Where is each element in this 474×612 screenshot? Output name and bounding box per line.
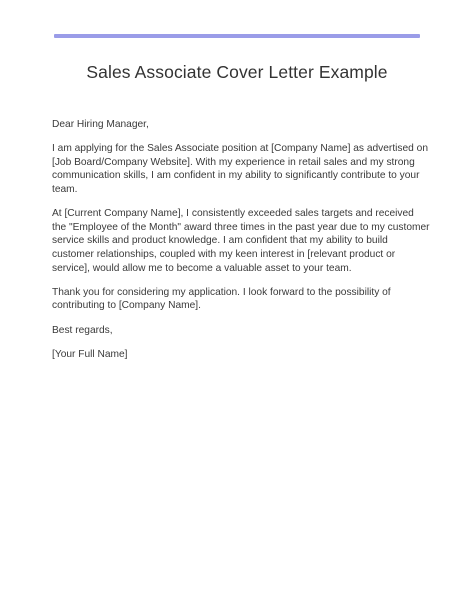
paragraph-line: team.: [52, 183, 78, 195]
salutation: Dear Hiring Manager,: [52, 119, 149, 130]
paragraph-3: [52, 286, 424, 313]
document-title: Sales Associate Cover Letter Example: [86, 62, 388, 82]
letter-body: [52, 118, 430, 372]
paragraph-line: communication skills, I am confident in my ability to significantly contribute to your: [52, 170, 420, 182]
paragraph-2: [52, 207, 430, 275]
paragraph-line: customer relationships, coupled with my keen interest in [relevant product or: [52, 248, 396, 260]
paragraph-line: At [Current Company Name], I consistently exceeded sales targets and received: [52, 208, 414, 220]
paragraph-line: I am applying for the Sales Associate position at [Company Name] as advertised on: [52, 143, 429, 155]
closing: Best regards,: [52, 324, 113, 336]
paragraph-1: [52, 142, 429, 196]
paragraph-line: contributing to [Company Name].: [52, 300, 201, 312]
paragraph-line: [Job Board/Company Website]. With my experience in retail sales and my strong: [52, 156, 415, 168]
paragraph-line: Thank you for considering my application. I look forward to the possibility of: [52, 286, 391, 298]
paragraph-line: the "Employee of the Month" award three times in the past year due to my customer: [52, 221, 430, 233]
paragraph-line: service skills and product knowledge. I am confident that my ability to build: [52, 235, 388, 247]
paragraph-line: service], would allow me to become a valuable asset to your team.: [52, 262, 352, 274]
accent-bar: [54, 34, 420, 38]
signature: [Your Full Name]: [52, 348, 128, 360]
